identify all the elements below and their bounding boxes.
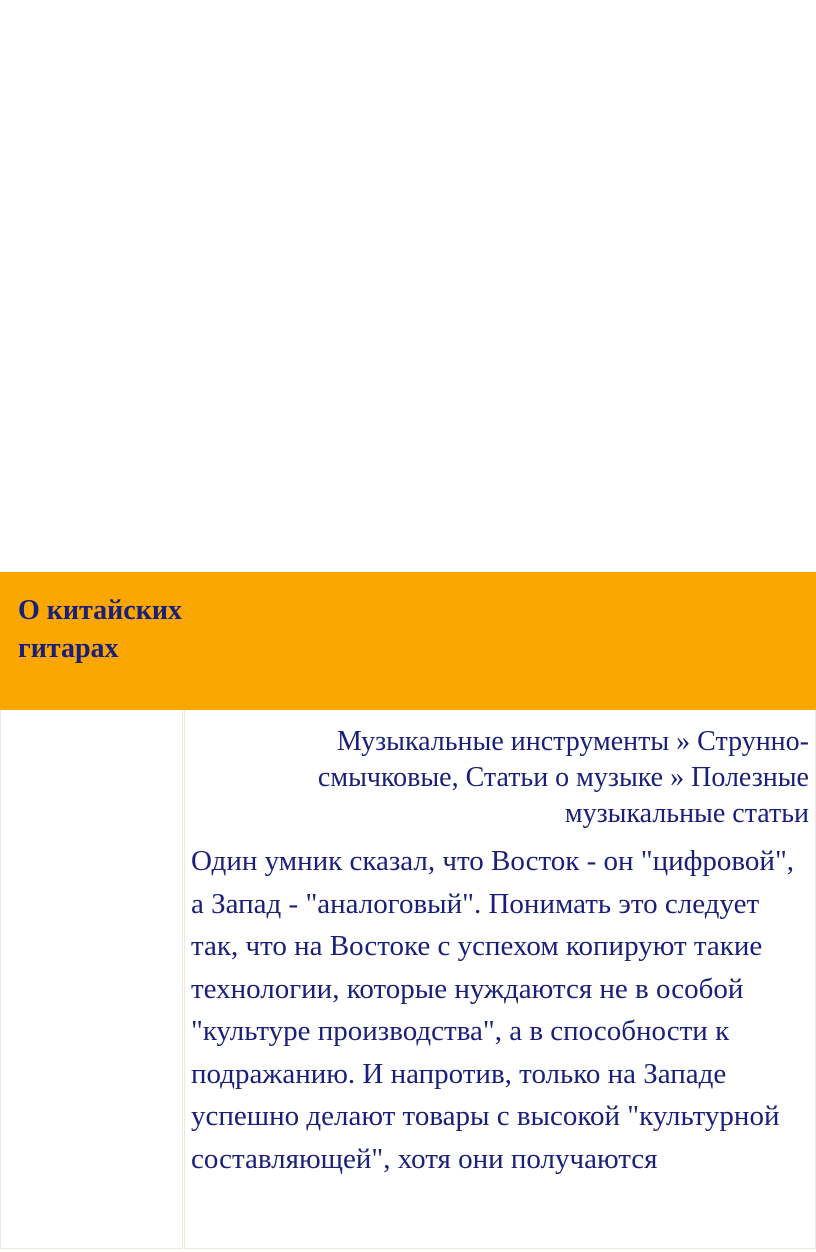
content-column: [184, 710, 816, 1249]
page-header: [0, 572, 816, 710]
article-body: Один умник сказал, что Восток - он "цифровой", а Запад - "аналоговый". Понимать это следует так, что на Востоке с успехом копируют такие технологии, которые нуждаются не в особой "культуре производства", а в способности к подражанию. И напротив, только на Западе успешно делают товары с высокой "культурной составляющей", хотя они получаются: [191, 845, 795, 1175]
left-column: [0, 710, 183, 1249]
breadcrumb: Музыкальные инструменты » Струнно-смычковые, Статьи о музыке » Полезные музыкальные статьи: [317, 726, 809, 829]
blank-area: [0, 0, 816, 572]
page-title: О китайских гитарах: [18, 595, 182, 664]
